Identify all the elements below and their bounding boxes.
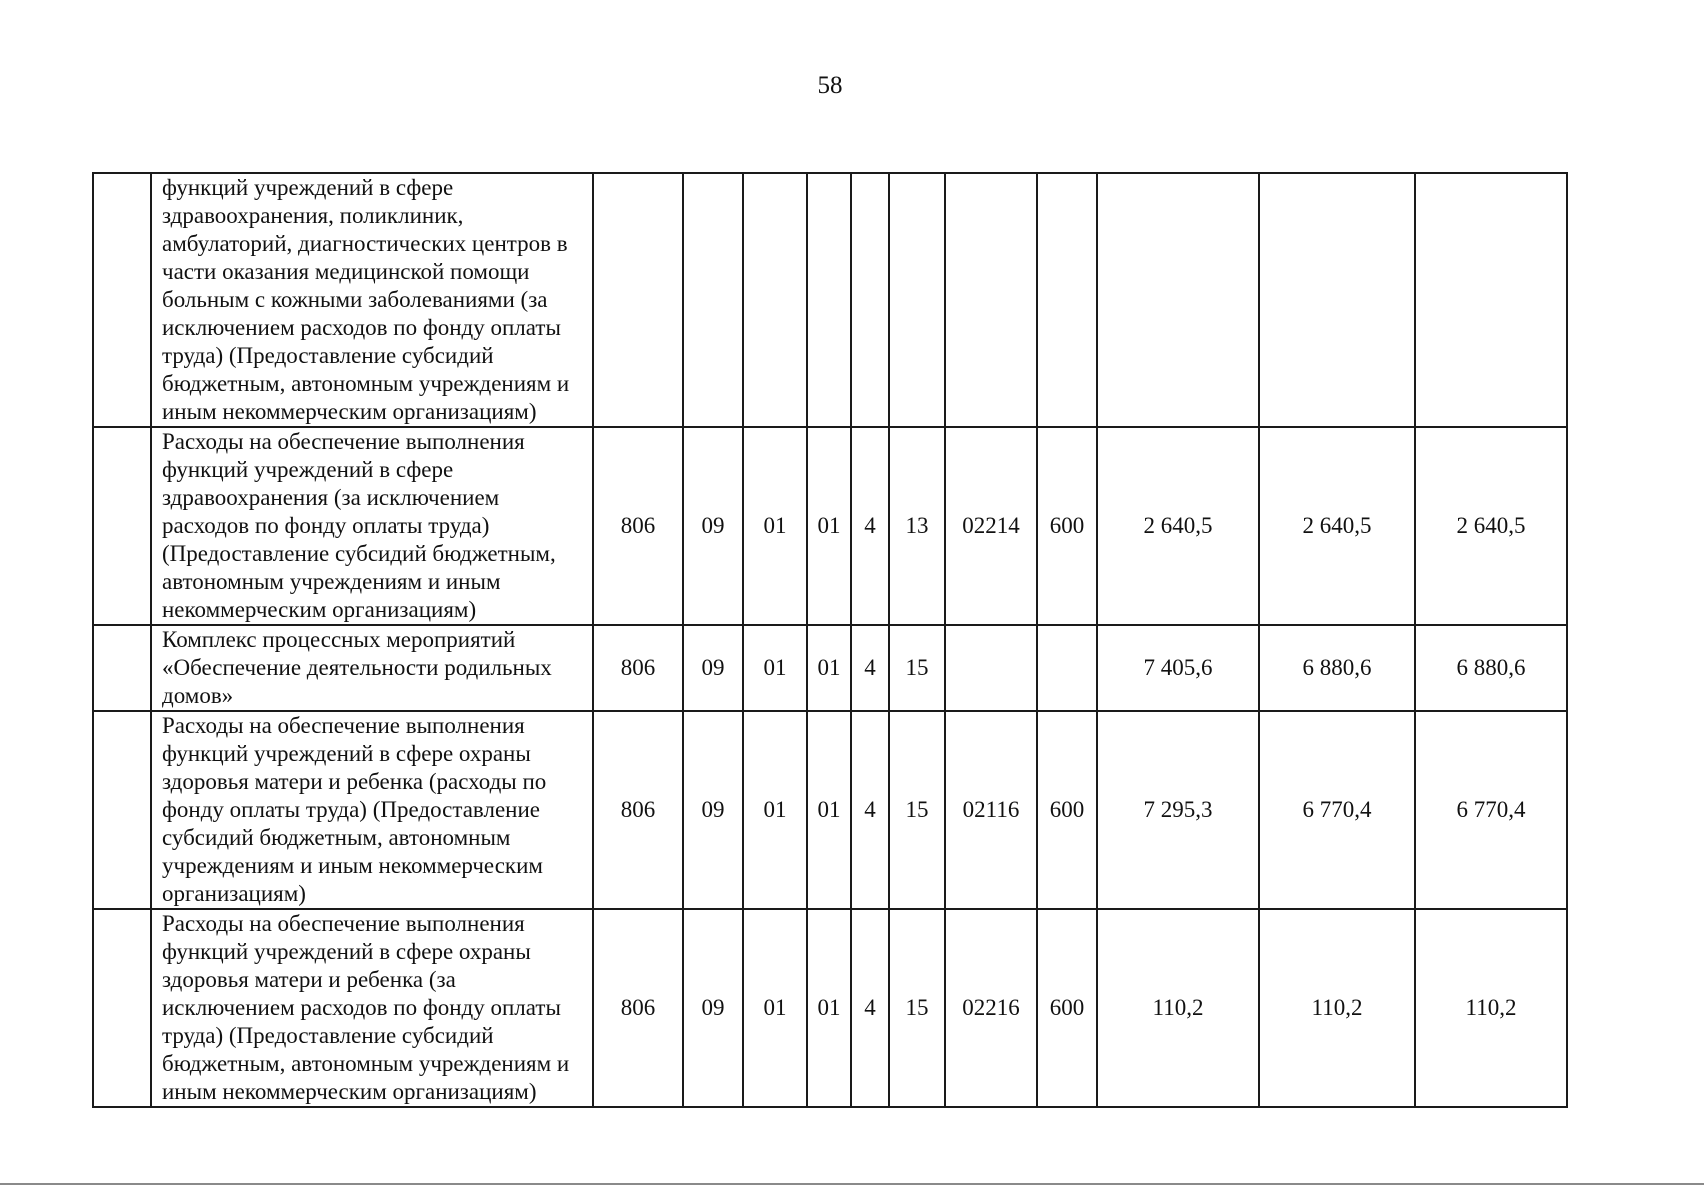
- section-cell: 09: [683, 625, 743, 711]
- subsection-cell: 01: [743, 909, 807, 1107]
- year-1-amount-cell: 110,2: [1097, 909, 1259, 1107]
- year-3-amount-cell: [1415, 173, 1567, 427]
- table-row: [93, 909, 1567, 1107]
- year-2-amount-cell: [1259, 173, 1415, 427]
- subsection-cell: [743, 173, 807, 427]
- year-2-amount-cell: 2 640,5: [1259, 427, 1415, 625]
- target-code-4-cell: 02214: [945, 427, 1037, 625]
- year-2-amount-cell: 6 880,6: [1259, 625, 1415, 711]
- description-cell: функций учреждений в сфере здравоохранения, поликлиник, амбулаторий, диагностических центров в части оказания медицинской помощи больным с кожными заболеваниями (за исключением расходов по фонду оплаты труда) (Предоставление субсидий бюджетным, автономным учреждениям и иным некоммерческим организациям): [151, 173, 593, 427]
- target-code-4-cell: [945, 625, 1037, 711]
- target-code-3-cell: 15: [889, 625, 945, 711]
- target-code-2-cell: 4: [851, 909, 889, 1107]
- ved-cell: [593, 173, 683, 427]
- description-cell: Расходы на обеспечение выполнения функций учреждений в сфере охраны здоровья матери и ребенка (за исключением расходов по фонду оплаты труда) (Предоставление субсидий бюджетным, автономным учреждениям и иным некоммерческим организациям): [151, 909, 593, 1107]
- target-code-4-cell: 02216: [945, 909, 1037, 1107]
- target-code-3-cell: 13: [889, 427, 945, 625]
- year-3-amount-cell: 6 880,6: [1415, 625, 1567, 711]
- target-code-1-cell: 01: [807, 909, 851, 1107]
- target-code-3-cell: 15: [889, 909, 945, 1107]
- target-code-2-cell: 4: [851, 711, 889, 909]
- row-number-cell: [93, 173, 151, 427]
- ved-cell: 806: [593, 625, 683, 711]
- expense-type-cell: [1037, 625, 1097, 711]
- expense-type-cell: [1037, 173, 1097, 427]
- ved-cell: 806: [593, 909, 683, 1107]
- page-bottom-rule: [0, 1183, 1704, 1185]
- year-3-amount-cell: 6 770,4: [1415, 711, 1567, 909]
- ved-cell: 806: [593, 711, 683, 909]
- row-number-cell: [93, 625, 151, 711]
- expense-type-cell: 600: [1037, 711, 1097, 909]
- section-cell: 09: [683, 711, 743, 909]
- year-2-amount-cell: 6 770,4: [1259, 711, 1415, 909]
- row-number-cell: [93, 427, 151, 625]
- target-code-1-cell: 01: [807, 427, 851, 625]
- year-2-amount-cell: 110,2: [1259, 909, 1415, 1107]
- page-number: 58: [817, 72, 843, 99]
- target-code-1-cell: 01: [807, 625, 851, 711]
- description-cell: Расходы на обеспечение выполнения функций учреждений в сфере охраны здоровья матери и ребенка (расходы по фонду оплаты труда) (Предоставление субсидий бюджетным, автономным учреждениям и иным некоммерческим организациям): [151, 711, 593, 909]
- row-number-cell: [93, 909, 151, 1107]
- table-row: [93, 711, 1567, 909]
- ved-cell: 806: [593, 427, 683, 625]
- expense-type-cell: 600: [1037, 909, 1097, 1107]
- expense-type-cell: 600: [1037, 427, 1097, 625]
- target-code-4-cell: 02116: [945, 711, 1037, 909]
- target-code-4-cell: [945, 173, 1037, 427]
- year-1-amount-cell: 2 640,5: [1097, 427, 1259, 625]
- target-code-2-cell: 4: [851, 625, 889, 711]
- target-code-2-cell: [851, 173, 889, 427]
- budget-table: [92, 172, 1568, 1108]
- year-3-amount-cell: 110,2: [1415, 909, 1567, 1107]
- year-1-amount-cell: 7 295,3: [1097, 711, 1259, 909]
- section-cell: 09: [683, 909, 743, 1107]
- description-cell: Расходы на обеспечение выполнения функций учреждений в сфере здравоохранения (за исключением расходов по фонду оплаты труда) (Предоставление субсидий бюджетным, автономным учреждениям и иным некоммерческим организациям): [151, 427, 593, 625]
- subsection-cell: 01: [743, 711, 807, 909]
- target-code-3-cell: [889, 173, 945, 427]
- section-cell: 09: [683, 427, 743, 625]
- table-row: [93, 427, 1567, 625]
- target-code-2-cell: 4: [851, 427, 889, 625]
- subsection-cell: 01: [743, 625, 807, 711]
- table-row: [93, 625, 1567, 711]
- year-3-amount-cell: 2 640,5: [1415, 427, 1567, 625]
- target-code-1-cell: 01: [807, 711, 851, 909]
- subsection-cell: 01: [743, 427, 807, 625]
- row-number-cell: [93, 711, 151, 909]
- target-code-3-cell: 15: [889, 711, 945, 909]
- description-cell: Комплекс процессных мероприятий «Обеспечение деятельности родильных домов»: [151, 625, 593, 711]
- target-code-1-cell: [807, 173, 851, 427]
- year-1-amount-cell: [1097, 173, 1259, 427]
- table-row: [93, 173, 1567, 427]
- year-1-amount-cell: 7 405,6: [1097, 625, 1259, 711]
- section-cell: [683, 173, 743, 427]
